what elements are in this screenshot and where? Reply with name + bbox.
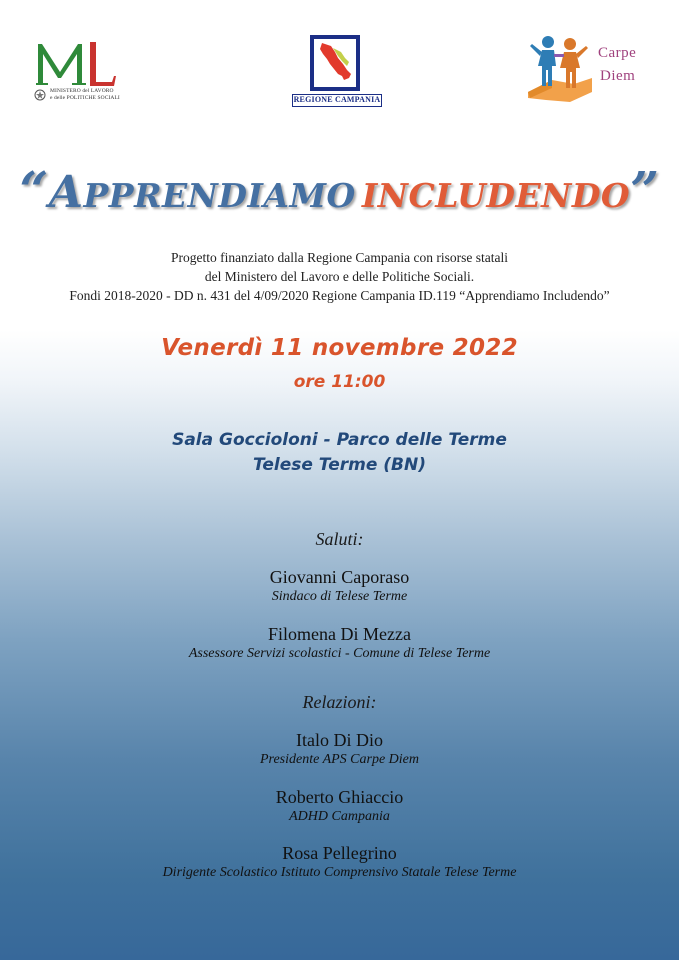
relazioni-person [0,729,679,769]
title-word2: INCLUDENDO [361,176,631,215]
ministero-caption-line1: MINISTERO del LAVORO [50,88,114,94]
venue-line1: Sala Goccioloni - Parco delle Terme [172,430,507,450]
saluti-heading: Saluti: [315,529,364,549]
relazioni-heading: Relazioni: [302,692,377,712]
person-name: Giovanni Caporaso [269,567,410,587]
relazioni-person [0,842,679,882]
person-role: Dirigente Scolastico Istituto Comprensivo Statale Telese Terme [162,865,517,880]
ministero-lavoro-logo [30,38,126,118]
relazioni-person [0,786,679,826]
event-time: ore 11:00 [293,372,386,392]
funding-statement [0,248,679,305]
ml-monogram-icon [32,38,122,88]
event-title [0,160,679,219]
saluti-person [0,623,679,663]
regione-caption: REGIONE CAMPANIA [292,94,382,107]
regione-shield-icon [309,34,361,92]
title-word1-initial: A [48,167,84,218]
carpe-diem-wordmark [598,42,636,88]
person-role: Sindaco di Telese Terme [271,589,408,604]
carpe-word: Carpe [598,45,637,61]
event-date: Venerdì 11 novembre 2022 [161,335,518,361]
republic-emblem-icon [34,89,46,101]
event-venue [0,428,679,478]
diem-word: Diem [600,68,636,84]
carpe-diem-logo [522,32,652,108]
title-open-quote: “ [19,160,49,219]
person-name: Italo Di Dio [296,730,383,750]
regione-campania-logo [292,34,382,114]
ministero-caption [50,88,130,102]
person-role: Assessore Servizi scolastici - Comune di Telese Terme [188,646,491,661]
funding-line2: del Ministero del Lavoro e delle Politiche Sociali. [204,269,475,284]
person-name: Rosa Pellegrino [282,843,397,863]
person-role: Presidente APS Carpe Diem [259,752,420,767]
title-word1-rest: PPRENDIAMO [83,176,356,215]
person-name: Roberto Ghiaccio [275,787,404,807]
ministero-caption-line2: e delle POLITICHE SOCIALI [50,95,120,101]
venue-line2: Telese Terme (BN) [252,455,427,475]
funding-line1: Progetto finanziato dalla Regione Campania con risorse statali [170,250,509,265]
title-close-quote: ” [630,160,660,219]
saluti-person [0,566,679,606]
carpe-diem-people-icon [522,32,597,104]
funding-line3: Fondi 2018-2020 - DD n. 431 del 4/09/2020 Regione Campania ID.119 “Apprendiamo Includendo” [69,288,610,303]
person-name: Filomena Di Mezza [268,624,411,644]
person-role: ADHD Campania [289,809,390,824]
